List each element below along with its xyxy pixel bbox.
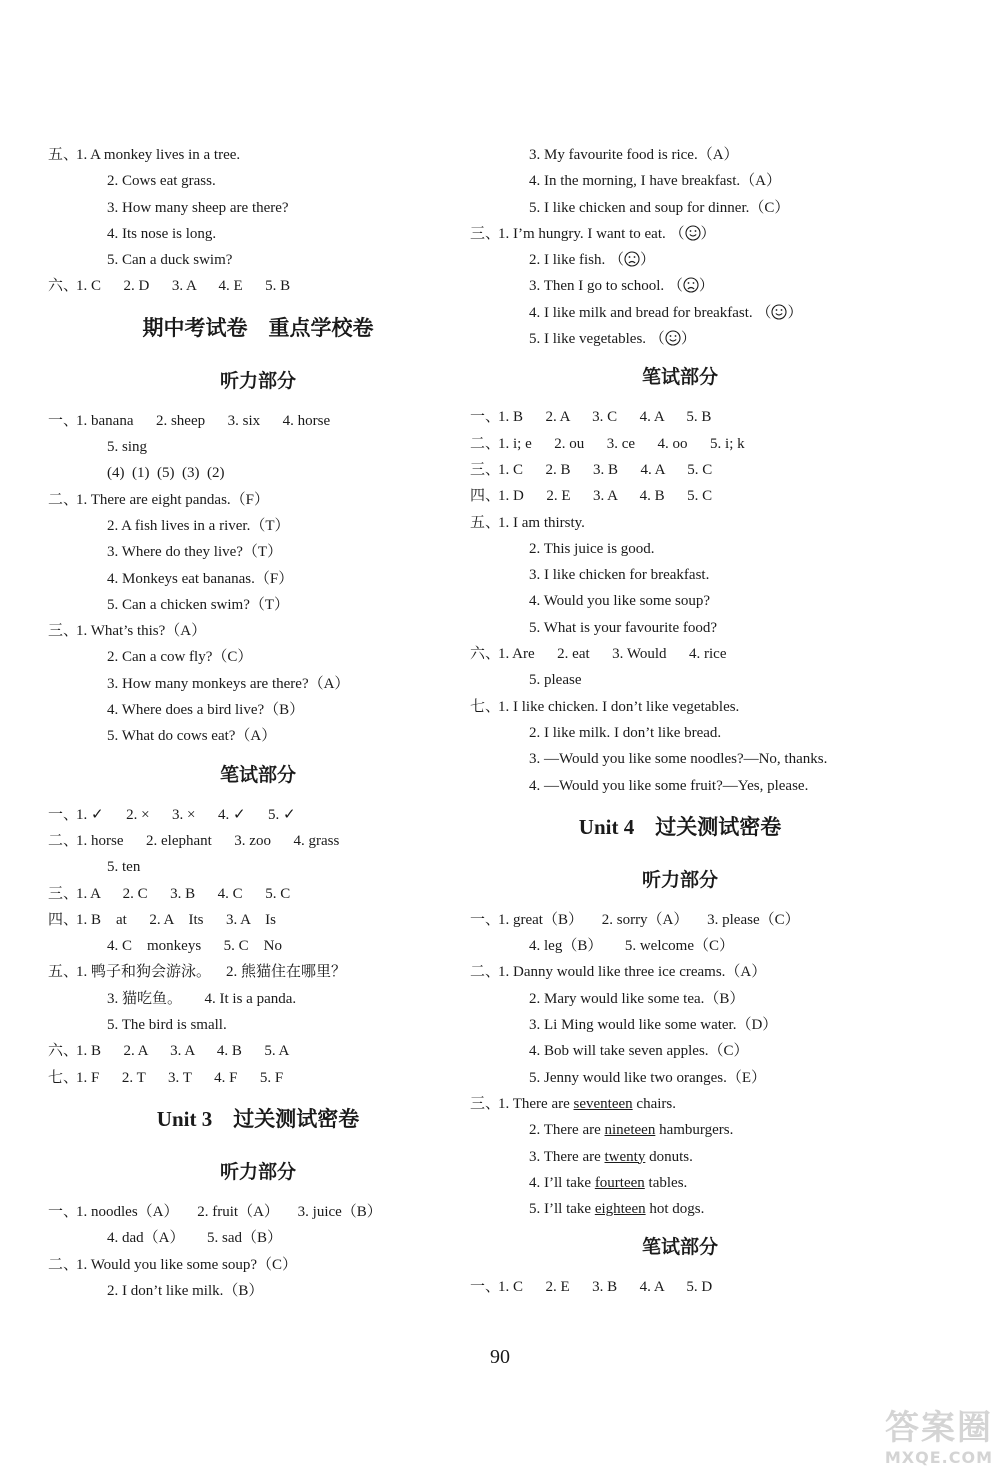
- answer-line: [470, 588, 890, 614]
- answer-text: 2. I like fish.: [529, 252, 606, 269]
- answer-text: 4. Bob will take seven apples.（C）: [529, 1043, 749, 1060]
- question-number: 六、: [48, 1043, 79, 1060]
- question-number: 七、: [48, 1069, 79, 1086]
- question-number: 一、: [470, 911, 501, 928]
- question-number: 三、: [470, 1095, 501, 1112]
- answer-text: (4) (1) (5) (3) (2): [107, 465, 225, 482]
- answer-text-tail: chairs.: [632, 1095, 676, 1112]
- question-number: 一、: [48, 412, 79, 429]
- underlined-answer: twenty: [604, 1148, 646, 1165]
- subsection-title: 笔试部分: [219, 764, 296, 786]
- answer-line: [470, 221, 890, 247]
- underlined-answer: nineteen: [604, 1122, 656, 1139]
- watermark-logo: 答案圈: [885, 1408, 993, 1448]
- section-title: Unit 3 过关测试密卷: [156, 1106, 360, 1131]
- answer-line: [470, 300, 890, 326]
- answer-line: [470, 746, 890, 772]
- answer-line: [48, 592, 468, 618]
- answer-line: [48, 1278, 468, 1304]
- answer-line: [48, 513, 468, 539]
- answer-line: [470, 195, 890, 221]
- answer-text: 3. Li Ming would like some water.（D）: [529, 1017, 778, 1034]
- answer-line: [48, 434, 468, 460]
- answer-text: 2. Cows eat grass.: [107, 173, 216, 190]
- answer-text: 1. What’s this?（A）: [76, 623, 207, 640]
- subsection-title: 笔试部分: [641, 367, 718, 389]
- question-number: 二、: [48, 491, 79, 508]
- answer-line: [470, 986, 890, 1012]
- answer-text: 5. Can a chicken swim?（T）: [107, 596, 290, 613]
- answer-line: [48, 802, 468, 828]
- answer-text: 4. Monkeys eat bananas.（F）: [107, 570, 294, 587]
- answer-line: [48, 671, 468, 697]
- answer-line: [48, 142, 468, 168]
- answer-text: 1. A 2. C 3. B 4. C 5. C: [76, 885, 291, 902]
- sad-face-icon: [624, 251, 640, 267]
- answer-text: 5. The bird is small.: [107, 1017, 227, 1034]
- answer-line: [470, 1038, 890, 1064]
- underlined-answer: seventeen: [573, 1095, 633, 1112]
- answer-text: 5. What is your favourite food?: [529, 619, 718, 636]
- answer-line: [48, 1225, 468, 1251]
- answer-text: 4. Would you like some soup?: [529, 593, 711, 610]
- question-number: 一、: [48, 806, 79, 823]
- answer-text: 5. I like chicken and soup for dinner.（C）: [529, 199, 790, 216]
- answer-line: [470, 720, 890, 746]
- subsection-title: 听力部分: [641, 869, 718, 891]
- question-number: 二、: [470, 964, 501, 981]
- question-number: 三、: [470, 225, 501, 242]
- answer-text: 4. dad（A） 5. sad（B）: [107, 1230, 282, 1247]
- answer-text: 1. C 2. E 3. B 4. A 5. D: [498, 1279, 713, 1296]
- smiley-face-icon: [665, 330, 681, 346]
- answer-text: 2. Mary would like some tea.（B）: [529, 990, 745, 1007]
- section-title: Unit 4 过关测试密卷: [578, 814, 782, 839]
- answer-text: 4. —Would you like some fruit?—Yes, please.: [529, 777, 809, 794]
- answer-line: [470, 959, 890, 985]
- answer-text: 3. 猫吃鱼。 4. It is a panda.: [107, 990, 297, 1007]
- answer-line: [48, 828, 468, 854]
- question-number: 六、: [48, 278, 79, 295]
- answer-line: [48, 1252, 468, 1278]
- answer-text: 5. ten: [107, 859, 141, 876]
- smiley-face-icon: [685, 225, 701, 241]
- question-number: 五、: [470, 514, 501, 531]
- answer-line: [48, 566, 468, 592]
- right-column: [470, 142, 890, 1301]
- page-number: 90: [490, 1346, 510, 1368]
- answer-text: 2. I like milk. I don’t like bread.: [529, 724, 722, 741]
- answer-line: [48, 881, 468, 907]
- answer-line: [470, 142, 890, 168]
- answer-text: 3. Then I go to school.: [529, 278, 665, 295]
- answer-text: 1. noodles（A） 2. fruit（A） 3. juice（B）: [76, 1203, 382, 1220]
- answer-text: 3. How many monkeys are there?（A）: [107, 675, 350, 692]
- face-answer: （ ）: [752, 304, 803, 321]
- answer-line: [470, 510, 890, 536]
- answer-text: 1. Are 2. eat 3. Would 4. rice: [498, 646, 727, 663]
- answer-text: 5. sing: [107, 439, 148, 456]
- answer-line: [470, 536, 890, 562]
- answer-line: [48, 195, 468, 221]
- answer-text: 5. Can a duck swim?: [107, 252, 233, 269]
- answer-text: 4. leg（B） 5. welcome（C）: [529, 938, 734, 955]
- answer-line: [470, 457, 890, 483]
- answer-text: 1. There are: [498, 1095, 574, 1112]
- face-answer: （ ）: [665, 225, 716, 242]
- answer-line: [48, 644, 468, 670]
- question-number: 七、: [470, 698, 501, 715]
- answer-text: 3. —Would you like some noodles?—No, thanks.: [529, 751, 828, 768]
- answer-text: 1. F 2. T 3. T 4. F 5. F: [76, 1069, 284, 1086]
- answer-text: 4. Its nose is long.: [107, 225, 217, 242]
- answer-text: 3. How many sheep are there?: [107, 199, 289, 216]
- subsection-title: 笔试部分: [641, 1237, 718, 1259]
- smiley-face-icon: [771, 304, 787, 320]
- subsection-title: 听力部分: [219, 370, 296, 392]
- question-number: 四、: [48, 911, 79, 928]
- question-number: 四、: [470, 488, 501, 505]
- answer-line: [470, 562, 890, 588]
- answer-line: [470, 404, 890, 430]
- answer-line: [48, 460, 468, 486]
- answer-text: 1. horse 2. elephant 3. zoo 4. grass: [76, 832, 340, 849]
- answer-line: [470, 1274, 890, 1300]
- answer-text: 2. A fish lives in a river.（T）: [107, 517, 290, 534]
- answer-text: 5. I like vegetables.: [529, 331, 647, 348]
- answer-text: 1. B at 2. A Its 3. A Is: [76, 911, 277, 928]
- answer-line: [48, 618, 468, 644]
- answer-line: [470, 641, 890, 667]
- answer-text: 1. I am thirsty.: [498, 514, 585, 531]
- answer-text: 1. D 2. E 3. A 4. B 5. C: [498, 488, 713, 505]
- answer-line: [48, 697, 468, 723]
- question-number: 五、: [48, 964, 79, 981]
- answer-line: [470, 431, 890, 457]
- answer-text: 1. B 2. A 3. A 4. B 5. A: [76, 1043, 290, 1060]
- answer-text: 2. This juice is good.: [529, 540, 655, 557]
- answer-line: [470, 1144, 890, 1170]
- answer-line: [470, 933, 890, 959]
- answer-text: 1. C 2. D 3. A 4. E 5. B: [76, 278, 291, 295]
- question-number: 二、: [470, 435, 501, 452]
- answer-line: [48, 273, 468, 299]
- question-number: 一、: [470, 409, 501, 426]
- answer-line: [48, 247, 468, 273]
- answer-line: [470, 1012, 890, 1038]
- answer-line: [470, 1091, 890, 1117]
- answer-text: 1. C 2. B 3. B 4. A 5. C: [498, 461, 713, 478]
- section-title: 期中考试卷 重点学校卷: [142, 315, 374, 340]
- answer-line: [470, 483, 890, 509]
- answer-line: [48, 1199, 468, 1225]
- face-answer: （ ）: [664, 278, 714, 295]
- answer-text: 3. Where do they live?（T）: [107, 544, 283, 561]
- answer-text: 1. There are eight pandas.（F）: [76, 491, 270, 508]
- question-number: 三、: [470, 461, 501, 478]
- answer-text: 4. Where does a bird live?（B）: [107, 702, 305, 719]
- answer-line: [48, 539, 468, 565]
- answer-line: [470, 773, 890, 799]
- answer-line: [48, 723, 468, 749]
- answer-text: 5. What do cows eat?（A）: [107, 728, 277, 745]
- answer-text: 3. I like chicken for breakfast.: [529, 567, 710, 584]
- question-number: 一、: [470, 1279, 501, 1296]
- answer-text: 1. I’m hungry. I want to eat.: [498, 225, 666, 242]
- answer-line: [48, 487, 468, 513]
- underlined-answer: fourteen: [594, 1174, 645, 1191]
- answer-line: [470, 247, 890, 273]
- answer-text: 2. I don’t like milk.（B）: [107, 1282, 264, 1299]
- answer-line: [48, 933, 468, 959]
- answer-text-tail: tables.: [644, 1174, 688, 1191]
- answer-line: [48, 854, 468, 880]
- answer-line: [470, 615, 890, 641]
- question-number: 三、: [48, 623, 79, 640]
- answer-line: [48, 408, 468, 434]
- answer-line: [470, 326, 890, 352]
- answer-text: 1. 鸭子和狗会游泳。 2. 熊猫住在哪里？: [76, 964, 347, 981]
- answer-line: [48, 1012, 468, 1038]
- watermark: [815, 1408, 993, 1472]
- answer-text-tail: hot dogs.: [645, 1201, 705, 1218]
- answer-text: 1. I like chicken. I don’t like vegetables.: [498, 698, 740, 715]
- answer-text: 1. B 2. A 3. C 4. A 5. B: [498, 409, 712, 426]
- answer-line: [48, 1065, 468, 1091]
- answer-text: 1. A monkey lives in a tree.: [76, 147, 241, 163]
- answer-line: [48, 907, 468, 933]
- answer-text: 2. Can a cow fly?（C）: [107, 649, 253, 666]
- answer-line: [470, 1170, 890, 1196]
- question-number: 二、: [48, 832, 79, 849]
- answer-line: [470, 168, 890, 194]
- answer-text: 2. There are: [529, 1122, 605, 1139]
- answer-text: 4. I like milk and bread for breakfast.: [529, 304, 753, 321]
- face-answer: （ ）: [646, 331, 696, 348]
- question-number: 三、: [48, 885, 79, 902]
- answer-line: [48, 959, 468, 985]
- answer-text: 5. please: [529, 672, 582, 689]
- answer-line: [470, 1065, 890, 1091]
- answer-line: [470, 907, 890, 933]
- answer-text: 1. ✓ 2. × 3. × 4. ✓ 5. ✓: [76, 806, 296, 823]
- answer-line: [48, 986, 468, 1012]
- answer-text: 5. I’ll take: [529, 1201, 595, 1218]
- answer-text: 1. Would you like some soup?（C）: [76, 1256, 298, 1273]
- answer-text: 4. In the morning, I have breakfast.（A）: [529, 173, 782, 190]
- watermark-url: MXQE.COM: [884, 1448, 993, 1467]
- face-answer: （ ）: [605, 252, 656, 269]
- answer-text: 5. Jenny would like two oranges.（E）: [529, 1069, 767, 1086]
- answer-text: 4. I’ll take: [529, 1174, 595, 1191]
- sad-face-icon: [683, 277, 699, 293]
- answer-text: 1. Danny would like three ice creams.（A）: [498, 964, 767, 981]
- answer-line: [470, 694, 890, 720]
- answer-line: [48, 1038, 468, 1064]
- answer-text: 4. C monkeys 5. C No: [107, 938, 283, 955]
- question-number: 五、: [48, 147, 79, 163]
- answer-line: [48, 221, 468, 247]
- answer-line: [470, 667, 890, 693]
- answer-text-tail: donuts.: [645, 1148, 693, 1165]
- answer-line: [470, 273, 890, 299]
- answer-text: 3. My favourite food is rice.（A）: [529, 147, 739, 163]
- answer-text: 1. banana 2. sheep 3. six 4. horse: [76, 412, 331, 429]
- question-number: 二、: [48, 1256, 79, 1273]
- question-number: 一、: [48, 1203, 79, 1220]
- subsection-title: 听力部分: [219, 1161, 296, 1183]
- question-number: 六、: [470, 646, 501, 663]
- left-column: [48, 142, 468, 1304]
- answer-text: 1. great（B） 2. sorry（A） 3. please（C）: [498, 911, 800, 928]
- answer-text: 1. i; e 2. ou 3. ce 4. oo 5. i; k: [498, 435, 745, 452]
- answer-text: 3. There are: [529, 1148, 605, 1165]
- answer-text-tail: hamburgers.: [655, 1122, 734, 1139]
- answer-line: [48, 168, 468, 194]
- underlined-answer: eighteen: [594, 1201, 646, 1218]
- answer-line: [470, 1196, 890, 1222]
- answer-line: [470, 1117, 890, 1143]
